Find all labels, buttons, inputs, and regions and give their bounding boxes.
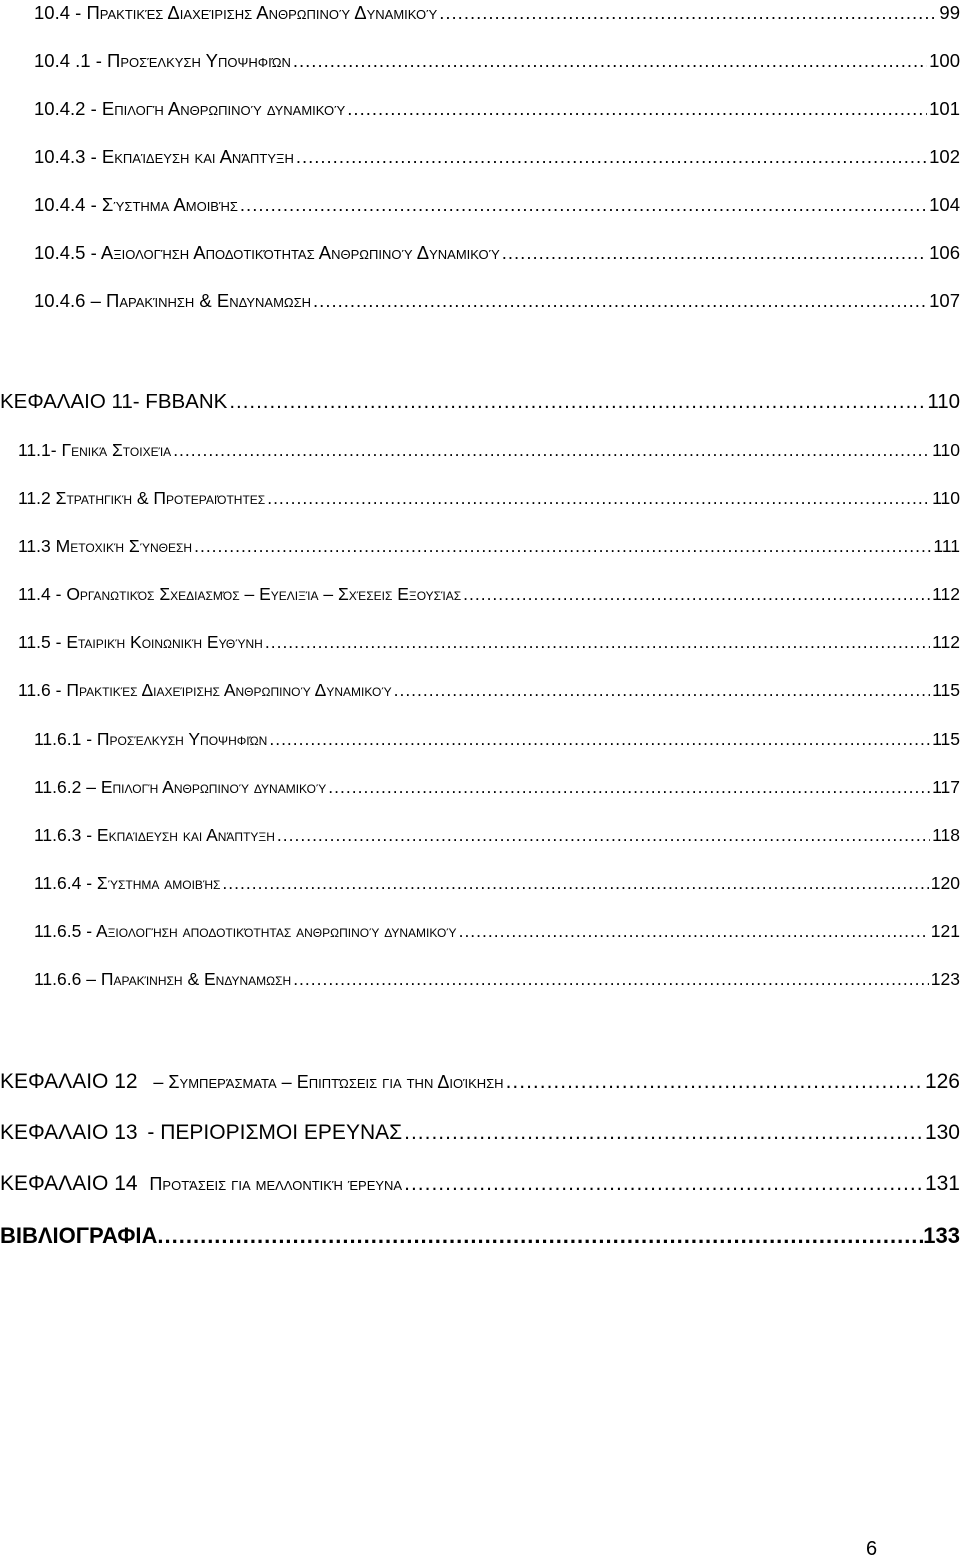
dot-leader: [293, 50, 927, 72]
toc-entry[interactable]: [18, 488, 960, 509]
toc-entry-label: 10.4.5 - Αξιολογήση Αποδοτικότητας Ανθρωπινού Δυναμικού: [34, 242, 500, 263]
toc-entry-label: ΚΕΦΑΛΑΙΟ 11- FBBANK: [0, 390, 228, 413]
toc-entry-label: 11.6.5 - Αξιολογήση αποδοτικότητας ανθρωπινού δυναμικού: [34, 921, 457, 941]
toc-entry-label: 11.5 - Εταιρική Κοινωνική Ευθύνη: [18, 632, 263, 652]
toc-entry[interactable]: [34, 290, 960, 312]
toc-chapter-entry[interactable]: [0, 390, 960, 414]
toc-entry-page: 101: [929, 98, 960, 119]
dot-leader: [265, 632, 930, 653]
dot-leader: [463, 584, 930, 605]
toc-entry-label: 10.4.6 – Παρακίνηση & Ενδυναμωση: [34, 290, 312, 311]
dot-leader: [328, 777, 930, 798]
dot-leader: [277, 825, 930, 846]
toc-entry-page: 112: [932, 584, 960, 604]
dot-leader: [293, 969, 929, 990]
dot-leader: [404, 1172, 923, 1196]
dot-leader: [506, 1070, 923, 1094]
toc-entry[interactable]: [34, 98, 960, 120]
toc-entry-label: 10.4.2 - Επιλογή Ανθρωπινού δυναμικού: [34, 98, 346, 119]
dot-leader: [194, 536, 931, 557]
toc-entry-label: 11.1- Γενικά Στοιχεία: [18, 440, 172, 460]
toc-entry[interactable]: [34, 194, 960, 216]
toc-entry-page: 130: [924, 1121, 960, 1144]
chapter-title: - ΠΕΡΙΟΡΙΣΜΟΙ ΕΡΕΥΝΑΣ: [147, 1121, 403, 1144]
toc-entry-page: 117: [932, 777, 960, 797]
dot-leader: [267, 488, 930, 509]
toc-entry[interactable]: [18, 632, 960, 653]
toc-entry-page: 99: [939, 2, 960, 23]
toc-entry-page: 110: [927, 390, 960, 413]
dot-leader: [269, 729, 930, 750]
toc-entry-page: 115: [932, 680, 960, 700]
toc-entry-page: 133: [923, 1223, 960, 1248]
toc-entry-page: 115: [932, 729, 960, 749]
chapter-title: Προτάσεις για μελλοντική έρευνα: [149, 1174, 403, 1194]
toc-entry[interactable]: [34, 729, 960, 750]
toc-entry-label: 11.6.6 – Παρακίνηση & Ενδυναμωση: [34, 969, 292, 989]
toc-entry-page: 107: [929, 290, 960, 311]
dot-leader: [157, 1223, 923, 1249]
toc-entry[interactable]: [34, 2, 960, 24]
toc-chapter-entry[interactable]: [0, 1070, 960, 1094]
toc-entry-page: 102: [929, 146, 960, 167]
toc-entry[interactable]: [34, 825, 960, 846]
toc-entry-page: 110: [932, 488, 960, 508]
dot-leader: [347, 98, 927, 120]
toc-entry-label: 11.6.3 - Εκπαίδευση και Ανάπτυξη: [34, 825, 275, 845]
page-number: 6: [866, 1538, 878, 1560]
toc-bibliography-entry[interactable]: [0, 1223, 960, 1249]
dot-leader: [459, 921, 929, 942]
dot-leader: [394, 680, 931, 701]
dot-leader: [313, 290, 927, 312]
dot-leader: [296, 146, 927, 168]
toc-entry-label: 10.4.3 - Εκπαίδευση και Ανάπτυξη: [34, 146, 294, 167]
toc-entry[interactable]: [18, 536, 960, 557]
toc-entry-page: 118: [932, 825, 960, 845]
toc-entry-page: 100: [929, 50, 960, 71]
toc-entry[interactable]: [34, 777, 960, 798]
toc-entry-page: 112: [932, 632, 960, 652]
toc-entry[interactable]: [18, 440, 960, 461]
toc-entry-page: 111: [933, 536, 960, 556]
dot-leader: [229, 390, 925, 414]
chapter-title: – Συμπεράσματα – Επιπτώσεις για την Διοίκηση: [153, 1072, 504, 1092]
toc-chapter-entry[interactable]: [0, 1121, 960, 1145]
toc-entry-page: 131: [924, 1172, 960, 1195]
dot-leader: [439, 2, 937, 24]
toc-entry[interactable]: [34, 969, 960, 990]
toc-entry[interactable]: [34, 50, 960, 72]
toc-entry-label: 11.2 Στρατηγική & Προτεραιότητες: [18, 488, 266, 508]
toc-entry[interactable]: [18, 584, 960, 605]
toc-entry-page: 104: [929, 194, 960, 215]
toc-entry-page: 120: [930, 873, 960, 893]
toc-entry-label: 11.4 - Οργανωτικός Σχεδιασμός – Ευελιξία – Σχέσεις Εξουσίας: [18, 584, 462, 604]
toc-entry-label: 11.6.2 – Επιλογή Ανθρωπινού δυναμικού: [34, 777, 327, 797]
toc-entry[interactable]: [34, 242, 960, 264]
toc-entry-label: 10.4 - Πρακτικές Διαχείρισης Ανθρωπινού Δυναμικού: [34, 2, 438, 23]
toc-entry-page: 110: [932, 440, 960, 460]
toc-entry-page: 126: [924, 1070, 960, 1093]
toc-chapter-entry[interactable]: [0, 1172, 960, 1196]
toc-entry-label: 10.4 .1 - Προσέλκυση Υποψηφιών: [34, 50, 291, 71]
toc-entry[interactable]: [34, 873, 960, 894]
toc-entry[interactable]: [34, 146, 960, 168]
dot-leader: [404, 1121, 923, 1145]
toc-entry-label: 11.6 - Πρακτικές Διαχείρισης Ανθρωπινού Δυναμικού: [18, 680, 392, 700]
toc-entry-page: 106: [929, 242, 960, 263]
chapter-prefix: ΚΕΦΑΛΑΙΟ 14: [0, 1172, 138, 1195]
toc-entry-label: 11.3 Μετοχική Σύνθεση: [18, 536, 193, 556]
toc-entry-label: 11.6.1 - Προσέλκυση Υποψηφιών: [34, 729, 268, 749]
dot-leader: [502, 242, 927, 264]
toc-entry-page: 121: [930, 921, 960, 941]
chapter-prefix: ΚΕΦΑΛΑΙΟ 12: [0, 1070, 138, 1093]
toc-entry[interactable]: [18, 680, 960, 701]
chapter-prefix: ΚΕΦΑΛΑΙΟ 13: [0, 1121, 138, 1144]
toc-entry[interactable]: [34, 921, 960, 942]
toc-entry-label: 11.6.4 - Σύστημα αμοιβής: [34, 873, 221, 893]
dot-leader: [173, 440, 930, 461]
toc-entry-page: 123: [930, 969, 960, 989]
toc-entry-label: ΒΙΒΛΙΟΓΡΑΦΙΑ: [0, 1223, 158, 1248]
dot-leader: [240, 194, 927, 216]
toc-entry-label: 10.4.4 - Σύστημα Αμοιβής: [34, 194, 238, 215]
dot-leader: [222, 873, 928, 894]
